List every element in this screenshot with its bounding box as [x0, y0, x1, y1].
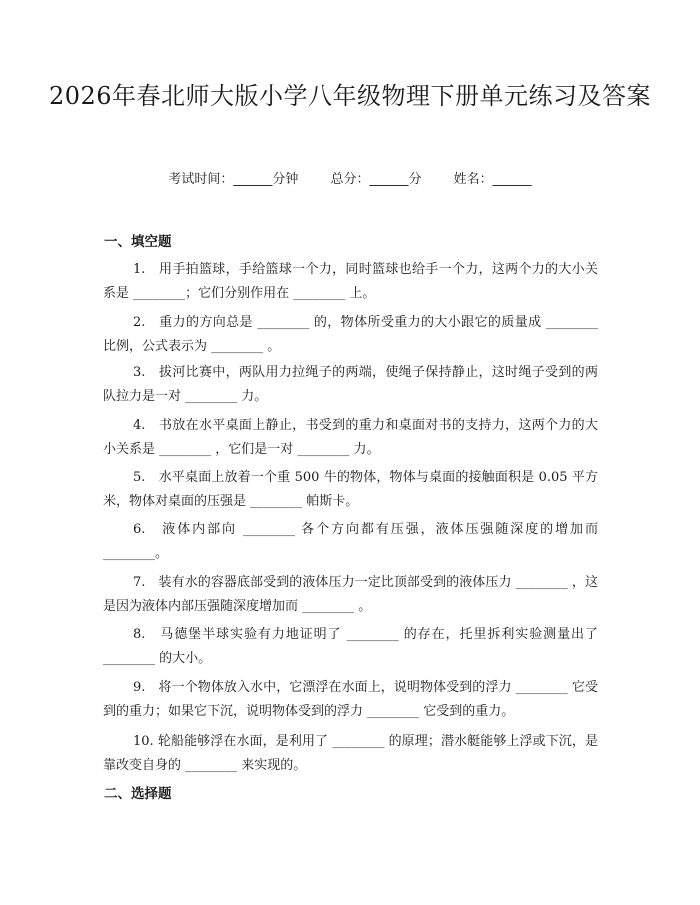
section-heading-fill-blank: 一、填空题 [104, 234, 172, 250]
question-10: 10. 轮船能够浮在水面，是利用了 ________ 的原理；潜水艇能够上浮或下沉，是靠改变自身的 ________ 来实现的。 [103, 734, 598, 773]
question-9: 9. 将一个物体放入水中，它漂浮在水面上，说明物体受到的浮力 ________ 它受到的重力；如果它下沉，说明物体受到的浮力 ________ 它受到的重力。 [103, 680, 598, 719]
question-6: 6. 液体内部向 ________ 各个方向都有压强，液体压强随深度的增加而 ________。 [103, 522, 598, 561]
question-2: 2. 重力的方向总是 ________ 的，物体所受重力的大小跟它的质量成 ________ 比例，公式表示为 ________ 。 [103, 315, 598, 354]
exam-info [0, 168, 700, 187]
total-score: 总分：______分 [330, 172, 422, 187]
exam-time: 考试时间：______分钟 [168, 172, 299, 187]
question-3: 3. 拔河比赛中，两队用力拉绳子的两端，使绳子保持静止，这时绳子受到的两队拉力是一对 ________ 力。 [103, 365, 598, 404]
question-1: 1. 用手拍篮球，手给篮球一个力，同时篮球也给手一个力，这两个力的大小关系是 ________；它们分别作用在 ________ 上。 [103, 262, 598, 301]
section-heading-multiple-choice: 二、选择题 [104, 786, 172, 802]
question-5: 5. 水平桌面上放着一个重 500 牛的物体，物体与桌面的接触面积是 0.05 平方米，物体对桌面的压强是 ________ 帕斯卡。 [103, 470, 598, 509]
question-7: 7. 装有水的容器底部受到的液体压力一定比顶部受到的液体压力 ________ ，这是因为液体内部压强随深度增加而 ________ 。 [103, 575, 598, 614]
student-name: 姓名：______ [453, 172, 532, 187]
page-title: 2026年春北师大版小学八年级物理下册单元练习及答案 [48, 82, 652, 110]
question-8: 8. 马德堡半球实验有力地证明了 ________ 的存在，托里拆利实验测量出了 ________ 的大小。 [103, 627, 598, 666]
question-4: 4. 书放在水平桌面上静止，书受到的重力和桌面对书的支持力，这两个力的大小关系是 ________ ，它们是一对 ________ 力。 [103, 418, 598, 457]
